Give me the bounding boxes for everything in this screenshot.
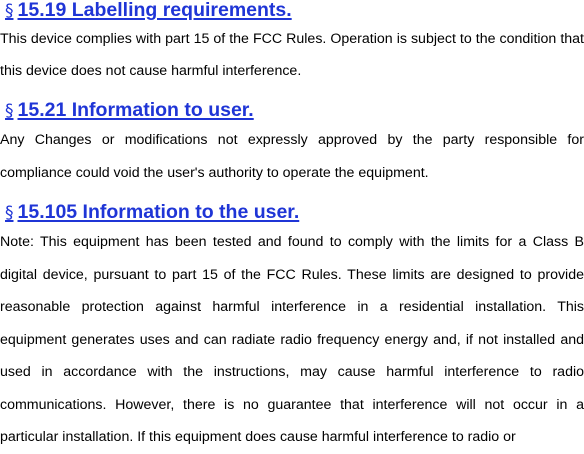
section-information-to-user [0, 100, 584, 189]
section-symbol: § [5, 1, 14, 21]
section-body: Note: This equipment has been tested and found to comply with the limits for a Class B digital device, pursuant to part 15 of the FCC Rules. These limits are designed to provide reasonable protection against harmful interference in a residential installation. This equipment generates uses and can radiate radio frequency energy and, if not installed and used in accordance with the instructions, may cause harmful interference to radio communications. However, there is no guarantee that interference will not occur in a particular installation. If this equipment does cause harmful interference to radio or [0, 234, 584, 445]
section-title: 15.21 Information to user. [17, 99, 254, 121]
section-body: This device complies with part 15 of the FCC Rules. Operation is subject to the condition that this device does not cause harmful interference. [0, 31, 584, 79]
section-heading [0, 100, 584, 122]
section-body: Any Changes or modifications not expressly approved by the party responsible for compliance could void the user's authority to operate the equipment. [0, 132, 584, 181]
section-heading [0, 202, 584, 224]
section-title: 15.105 Information to the user. [17, 201, 300, 223]
section-heading [0, 0, 584, 22]
section-symbol: § [5, 203, 14, 223]
section-labelling-requirements [0, 0, 584, 87]
section-symbol: § [5, 101, 14, 121]
section-information-to-the-user [0, 202, 584, 454]
section-title: 15.19 Labelling requirements. [17, 0, 292, 21]
